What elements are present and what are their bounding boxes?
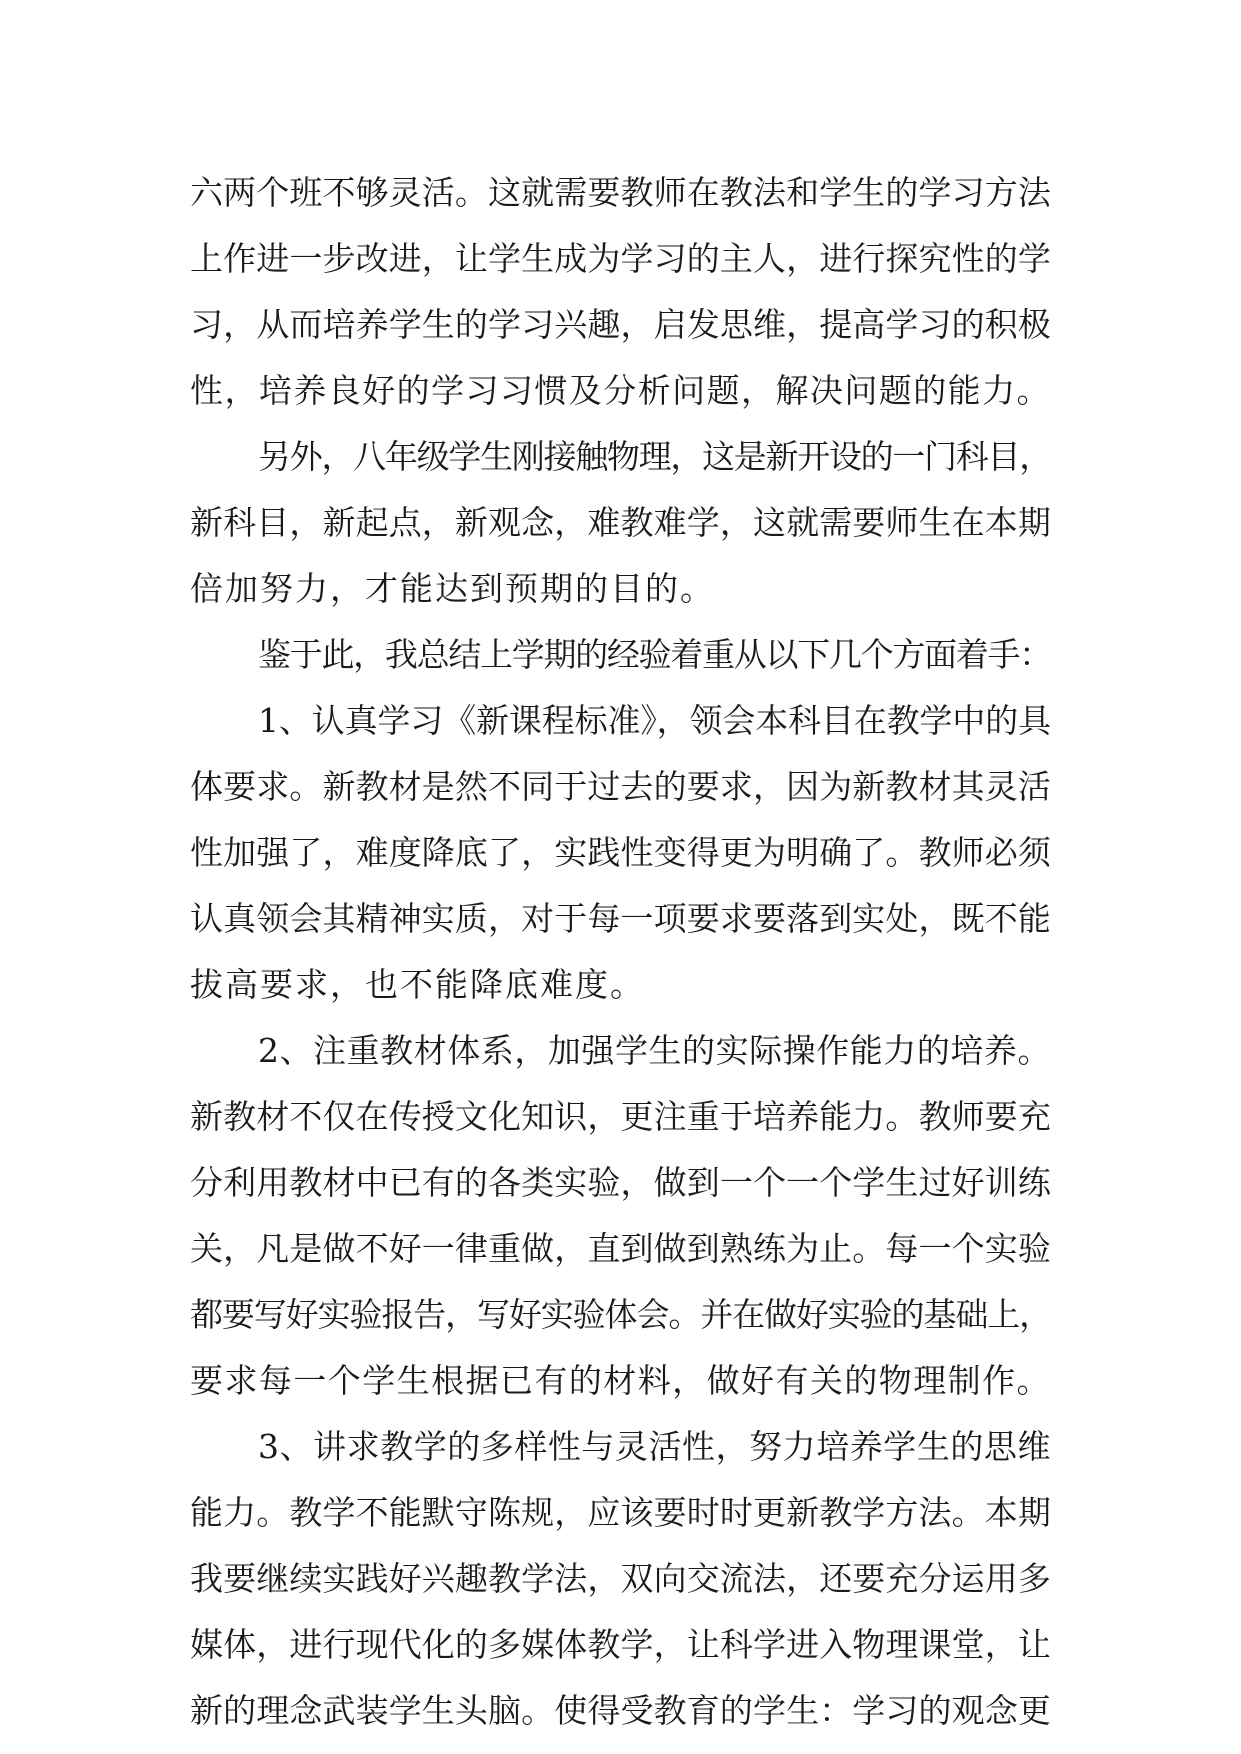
text-line: 上作进一步改进，让学生成为学习的主人，进行探究性的学 xyxy=(190,239,1051,278)
text-line: 性，培养良好的学习习惯及分析问题，解决问题的能力。 xyxy=(190,371,1051,410)
text-line: 我要继续实践好兴趣教学法，双向交流法，还要充分运用多 xyxy=(190,1559,1051,1598)
text-line: 另外，八年级学生刚接触物理，这是新开设的一门科目， xyxy=(258,437,1051,476)
text-line: 新教材不仅在传授文化知识，更注重于培养能力。教师要充 xyxy=(190,1097,1051,1136)
text-line: 1、认真学习《新课程标准》，领会本科目在教学中的具 xyxy=(258,701,1051,740)
text-line: 新科目，新起点，新观念，难教难学，这就需要师生在本期 xyxy=(190,503,1051,542)
text-line: 2、注重教材体系，加强学生的实际操作能力的培养。 xyxy=(258,1031,1051,1070)
text-line: 倍加努力，才能达到预期的目的。 xyxy=(190,569,715,608)
text-line: 六两个班不够灵活。这就需要教师在教法和学生的学习方法 xyxy=(190,173,1051,212)
text-line: 分利用教材中已有的各类实验，做到一个一个学生过好训练 xyxy=(190,1163,1051,1202)
text-line: 认真领会其精神实质，对于每一项要求要落到实处，既不能 xyxy=(190,899,1051,938)
text-line: 新的理念武装学生头脑。使得受教育的学生：学习的观念更 xyxy=(190,1691,1051,1730)
text-line: 能力。教学不能默守陈规，应该要时时更新教学方法。本期 xyxy=(190,1493,1051,1532)
text-line: 体要求。新教材是然不同于过去的要求，因为新教材其灵活 xyxy=(190,767,1051,806)
text-line: 都要写好实验报告，写好实验体会。并在做好实验的基础上， xyxy=(190,1295,1052,1334)
text-line: 鉴于此，我总结上学期的经验着重从以下几个方面着手： xyxy=(258,635,1051,674)
text-line: 关，凡是做不好一律重做，直到做到熟练为止。每一个实验 xyxy=(190,1229,1051,1268)
text-line: 习，从而培养学生的学习兴趣，启发思维，提高学习的积极 xyxy=(190,305,1051,344)
document-body xyxy=(190,160,1051,1744)
text-line: 要求每一个学生根据已有的材料，做好有关的物理制作。 xyxy=(190,1361,1051,1400)
text-line: 媒体，进行现代化的多媒体教学，让科学进入物理课堂，让 xyxy=(190,1625,1051,1664)
text-line: 性加强了，难度降底了，实践性变得更为明确了。教师必须 xyxy=(190,833,1051,872)
text-line: 拔高要求，也不能降底难度。 xyxy=(190,965,645,1004)
text-line: 3、讲求教学的多样性与灵活性，努力培养学生的思维 xyxy=(258,1427,1051,1466)
